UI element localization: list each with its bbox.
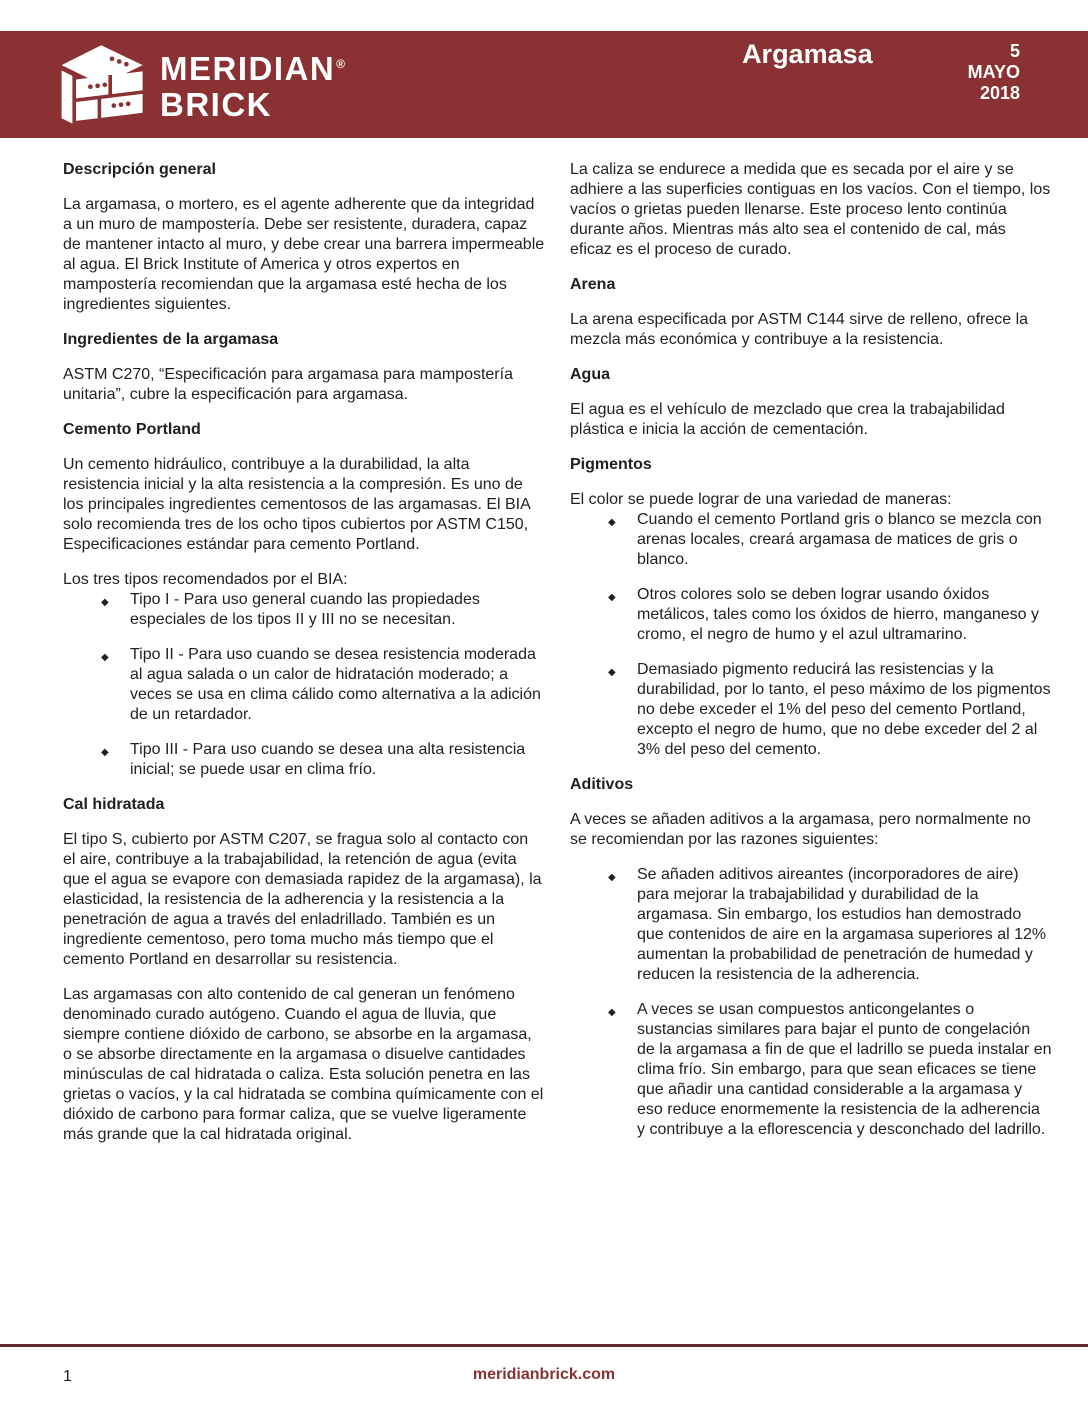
registered-trademark-icon: ® [336, 57, 346, 71]
list-item [570, 1000, 1052, 1140]
column-right [570, 160, 1052, 1160]
document-title: Argamasa [742, 38, 873, 69]
list-item [63, 590, 545, 630]
footer [0, 1366, 1088, 1396]
paragraph: A veces se añaden aditivos a la argamasa, pero normalmente no se recomiendan por las razones siguientes: [570, 811, 1031, 848]
section-heading: Ingredientes de la argamasa [63, 331, 279, 348]
website-link[interactable]: meridianbrick.com [472, 1366, 616, 1383]
date-year: 2018 [979, 82, 1020, 103]
list-item [570, 510, 1052, 570]
diamond-bullet-icon: ◆ [608, 592, 616, 603]
section-heading: Descripción general [63, 161, 216, 178]
list-item-text: Tipo I - Para uso general cuando las propiedades especiales de los tipos II y III no se necesitan. [130, 591, 480, 628]
section-heading: Aditivos [570, 776, 634, 793]
diamond-bullet-icon: ◆ [101, 747, 109, 758]
paragraph: La caliza se endurece a medida que es secada por el aire y se adhiere a las superficies contiguas en los vacíos. Con el tiempo, los vacíos o grietas pueden llenarse. Este proceso lento continúa durante años. Mientras más alto sea el contenido de cal, más eficaz es el proceso de curado. [570, 161, 1051, 258]
list-item [570, 585, 1052, 645]
bullet-list [63, 590, 545, 780]
list-item-text: Demasiado pigmento reducirá las resistencias y la durabilidad, por lo tanto, el peso máximo de los pigmentos no debe exceder el 1% del peso del cemento Portland, excepto el negro de humo, que no debe exceder del 2 al 3% del peso del cemento. [637, 661, 1051, 758]
brand-wordmark [160, 46, 345, 123]
brand-name-brick: BRICK [160, 86, 272, 123]
diamond-bullet-icon: ◆ [101, 652, 109, 663]
paragraph: El agua es el vehículo de mezclado que crea la trabajabilidad plástica e inicia la acción de cementación. [570, 401, 1005, 438]
header-right [742, 38, 1020, 104]
date-day: 5 [1009, 40, 1020, 61]
brand-line-1 [160, 46, 345, 87]
header-band [0, 31, 1088, 138]
paragraph: ASTM C270, “Especificación para argamasa para mampostería unitaria”, cubre la especificación para argamasa. [63, 366, 513, 403]
date-month: MAYO [967, 61, 1020, 82]
page-number: 1 [63, 1368, 72, 1385]
paragraph: El color se puede lograr de una variedad de maneras: [570, 491, 952, 508]
brick-stack-icon [58, 39, 148, 129]
list-item [570, 660, 1052, 760]
paragraph: Los tres tipos recomendados por el BIA: [63, 571, 348, 588]
list-item-text: Cuando el cemento Portland gris o blanco se mezcla con arenas locales, creará argamasa de matices de gris o blanco. [637, 511, 1042, 568]
column-left [63, 160, 545, 1160]
list-item-text: Otros colores solo se deben lograr usando óxidos metálicos, tales como los óxidos de hierro, manganeso y cromo, el negro de humo y el azul ultramarino. [637, 586, 1039, 643]
list-item [63, 740, 545, 780]
brand-name-meridian: MERIDIAN [160, 50, 336, 87]
section-heading: Cemento Portland [63, 421, 201, 438]
section-heading: Agua [570, 366, 610, 383]
diamond-bullet-icon: ◆ [608, 872, 616, 883]
list-item [570, 865, 1052, 985]
diamond-bullet-icon: ◆ [608, 667, 616, 678]
section-heading: Cal hidratada [63, 796, 165, 813]
list-item-text: A veces se usan compuestos anticongelantes o sustancias similares para bajar el punto de congelación de la argamasa a fin de que el ladrillo se pueda instalar en clima frío. Sin embargo, para que sean eficaces se tiene que añadir una cantidad considerable a la argamasa y eso reduce enormemente la resistencia de la adherencia y contribuye a la eflorescencia y desconchado del ladrillo. [637, 1001, 1052, 1138]
paragraph: Las argamasas con alto contenido de cal generan un fenómeno denominado curado autógeno. Cuando el agua de lluvia, que siempre contiene dióxido de carbono, se absorbe en la argamasa, o se absorbe directamente en la argamasa o disuelve cantidades minúsculas de cal hidratada o caliza. Esta solución penetra en las grietas o vacíos, y la cal hidratada se combina químicamente con el dióxido de carbono para formar caliza, que se vuelve ligeramente más grande que la cal hidratada original. [63, 986, 544, 1143]
bullet-list [570, 510, 1052, 760]
diamond-bullet-icon: ◆ [608, 1007, 616, 1018]
list-item-text: Se añaden aditivos aireantes (incorporadores de aire) para mejorar la trabajabilidad y durabilidad de la argamasa. Sin embargo, los estudios han demostrado que contenidos de aire en la argamasa superiores al 12% aumentan la probabilidad de penetración de humedad y reducen la resistencia de la adherencia. [637, 866, 1047, 983]
diamond-bullet-icon: ◆ [101, 597, 109, 608]
diamond-bullet-icon: ◆ [608, 517, 616, 528]
paragraph: La arena especificada por ASTM C144 sirve de relleno, ofrece la mezcla más económica y contribuye a la resistencia. [570, 311, 1029, 348]
date-block [968, 41, 1020, 104]
list-item-text: Tipo II - Para uso cuando se desea resistencia moderada al agua salada o un calor de hidratación moderado; a veces se usa en clima cálido como alternativa a la adición de un retardador. [130, 646, 541, 723]
paragraph: Un cemento hidráulico, contribuye a la durabilidad, la alta resistencia inicial y la alta resistencia a la compresión. Es uno de los principales ingredientes cementosos de las argamasas. El BIA solo recomienda tres de los ocho tipos cubiertos por ASTM C150, Especificaciones estándar para cemento Portland. [63, 456, 530, 553]
paragraph: La argamasa, o mortero, es el agente adherente que da integridad a un muro de mampostería. Debe ser resistente, duradera, capaz de mantener intacto al muro, y debe crear una barrera impermeable al agua. El Brick Institute of America y otros expertos en mampostería recomiendan que la argamasa esté hecha de los ingredientes siguientes. [63, 196, 545, 313]
section-heading: Pigmentos [570, 456, 652, 473]
bullet-list [570, 865, 1052, 1140]
footer-divider [0, 1344, 1088, 1347]
meridian-brick-logo [58, 41, 345, 129]
paragraph: El tipo S, cubierto por ASTM C207, se fragua solo al contacto con el aire, contribuye a la trabajabilidad, la retención de agua (evita que el agua se evapore con demasiada rapidez de la argamasa), la elasticidad, la resistencia de la adherencia y la resistencia a la penetración de agua a través del enladrillado. También es un ingrediente cementoso, pero toma mucho más tiempo que el cemento Portland en desarrollar su resistencia. [63, 831, 542, 968]
section-heading: Arena [570, 276, 616, 293]
body-columns [63, 160, 1052, 1160]
list-item-text: Tipo III - Para uso cuando se desea una alta resistencia inicial; se puede usar en clima frío. [130, 741, 526, 778]
list-item [63, 645, 545, 725]
